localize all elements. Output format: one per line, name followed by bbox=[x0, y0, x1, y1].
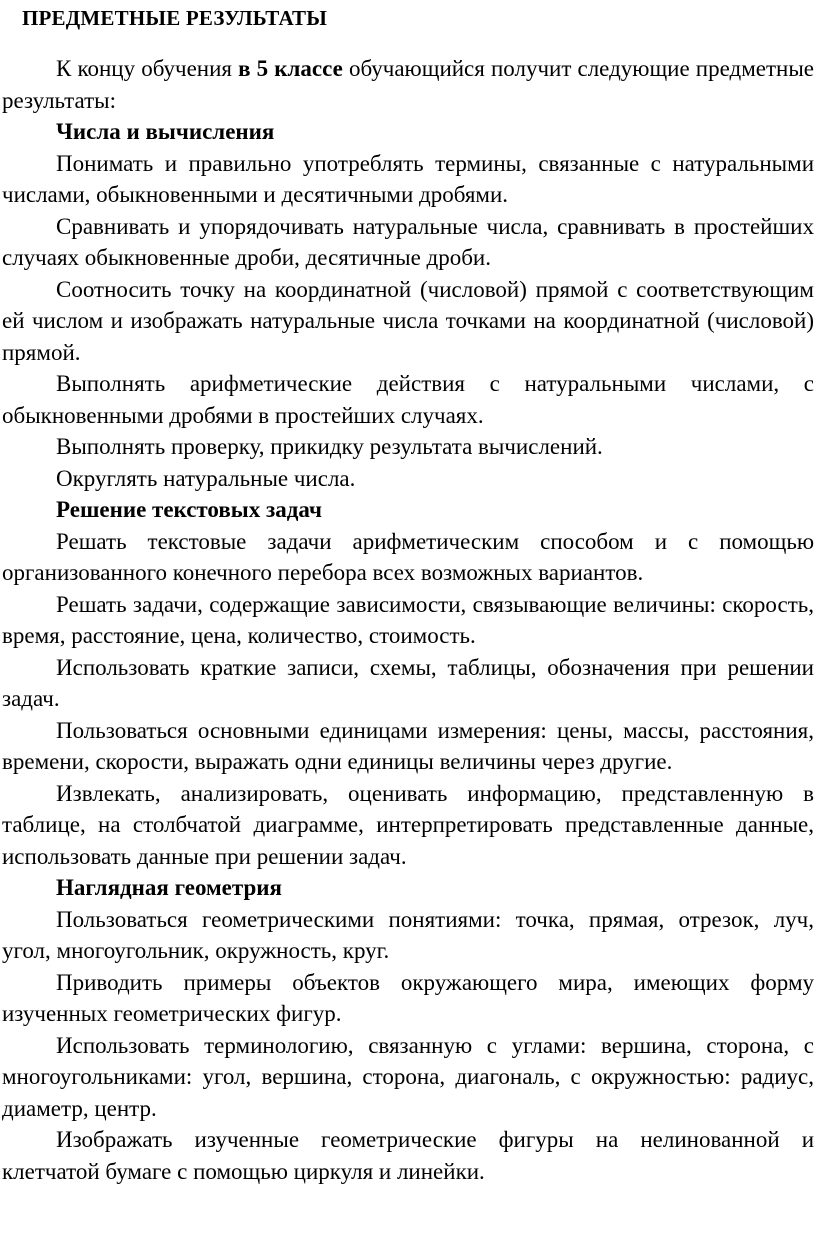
paragraph: Сравнивать и упорядочивать натуральные числа, сравнивать в простейших случаях обыкновенные дроби, десятичные дроби. bbox=[2, 213, 814, 270]
paragraph: Соотносить точку на координатной (числовой) прямой с соответствующим ей числом и изображать натуральные числа точками на координатной (числовой) прямой. bbox=[2, 276, 814, 365]
intro-paragraph bbox=[2, 53, 814, 116]
intro-text-after: обучающийся получит следующие предметные результаты: bbox=[2, 56, 815, 113]
paragraph: Решать задачи, содержащие зависимости, связывающие величины: скорость, время, расстояние, цена, количество, стоимость. bbox=[2, 591, 814, 648]
intro-text-bold: в 5 классе bbox=[238, 56, 343, 81]
paragraph: Пользоваться геометрическими понятиями: точка, прямая, отрезок, луч, угол, многоугольник, окружность, круг. bbox=[2, 906, 814, 963]
paragraph: Изображать изученные геометрические фигуры на нелинованной и клетчатой бумаге с помощью циркуля и линейки. bbox=[2, 1127, 814, 1184]
paragraph: Использовать краткие записи, схемы, таблицы, обозначения при решении задач. bbox=[2, 654, 814, 711]
paragraph: Извлекать, анализировать, оценивать информацию, представленную в таблице, на столбчатой диаграмме, интерпретировать представленные данные, использовать данные при решении задач. bbox=[2, 780, 814, 869]
intro-text-before: К концу обучения bbox=[56, 56, 239, 81]
section-geometry bbox=[2, 872, 814, 1187]
section-heading: Числа и вычисления bbox=[56, 119, 275, 144]
paragraph: Приводить примеры объектов окружающего мира, имеющих форму изученных геометрических фигур. bbox=[2, 969, 814, 1026]
paragraph: Понимать и правильно употреблять термины, связанные с натуральными числами, обыкновенными и десятичными дробями. bbox=[2, 150, 814, 207]
paragraph: Пользоваться основными единицами измерения: цены, массы, расстояния, времени, скорости, выражать одни единицы величины через другие. bbox=[2, 717, 814, 774]
paragraph: Округлять натуральные числа. bbox=[56, 465, 356, 491]
paragraph: Выполнять проверку, прикидку результата вычислений. bbox=[56, 434, 603, 459]
paragraph: Выполнять арифметические действия с натуральными числами, с обыкновенными дробями в простейших случаях. bbox=[2, 371, 814, 428]
section-word-problems bbox=[2, 494, 814, 872]
paragraph: Решать текстовые задачи арифметическим способом и с помощью организованного конечного перебора всех возможных вариантов. bbox=[2, 528, 814, 585]
paragraph: Использовать терминологию, связанную с углами: вершина, сторона, с многоугольниками: угол, вершина, сторона, диагональ, с окружностью: радиус, диаметр, центр. bbox=[2, 1032, 814, 1121]
section-numbers bbox=[2, 116, 814, 494]
page-title: ПРЕДМЕТНЫЕ РЕЗУЛЬТАТЫ bbox=[22, 6, 328, 30]
section-heading: Решение текстовых задач bbox=[56, 497, 322, 522]
spacer bbox=[2, 32, 814, 53]
section-heading: Наглядная геометрия bbox=[56, 875, 282, 900]
